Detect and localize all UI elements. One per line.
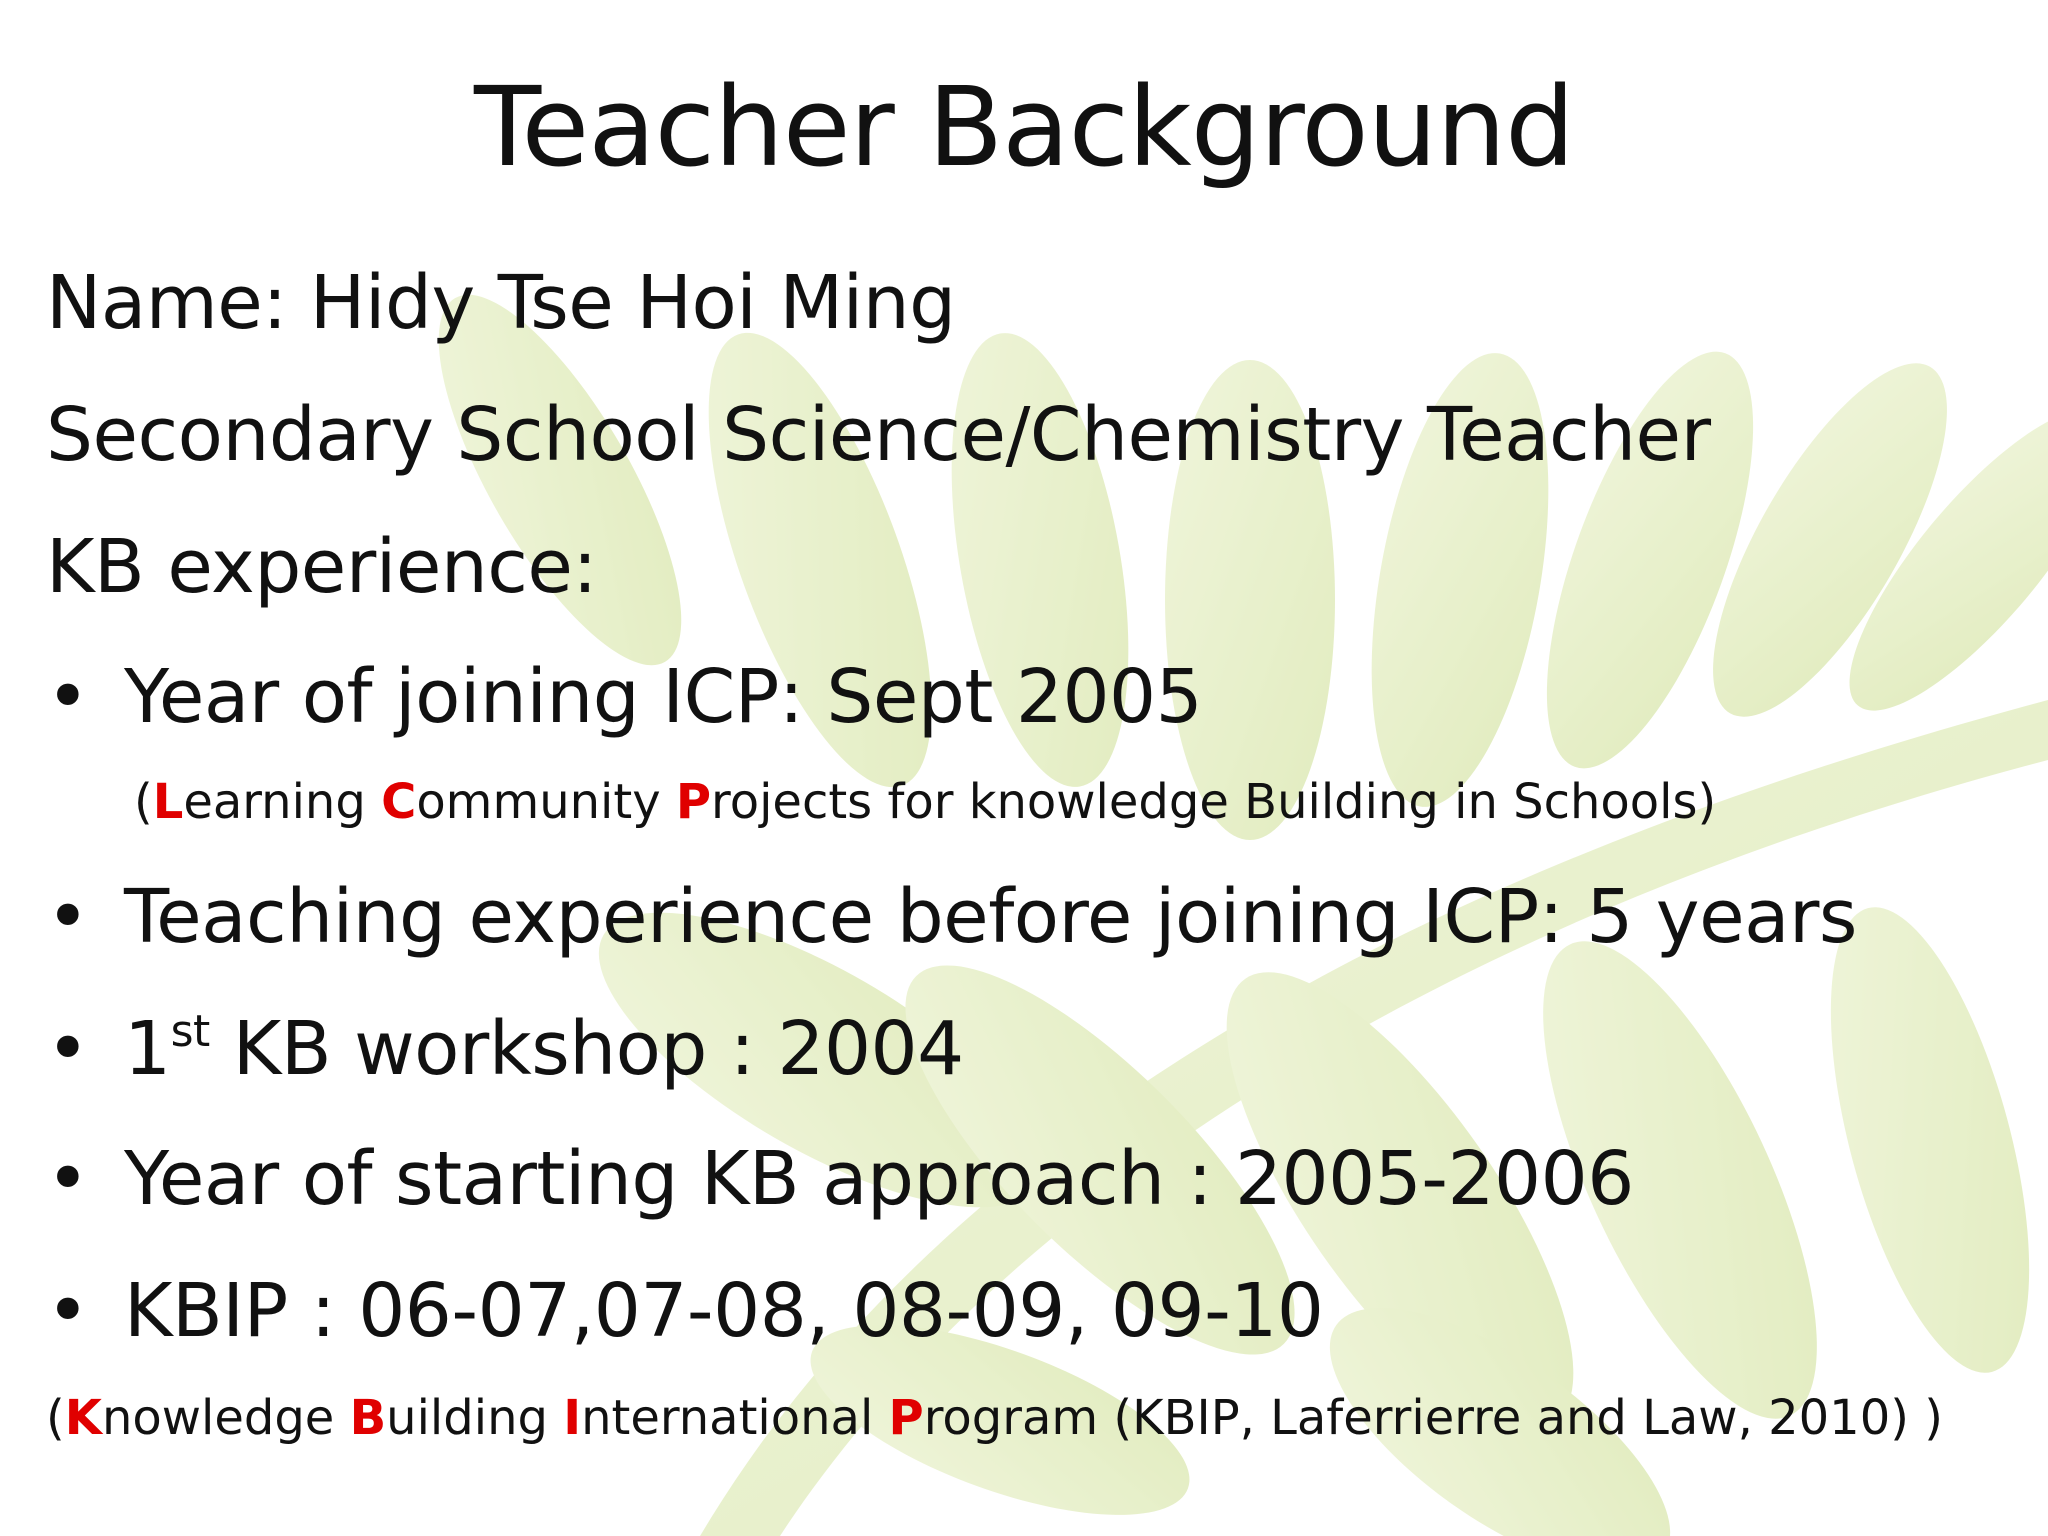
- bullet-teaching-experience: [46, 872, 1857, 962]
- bullet-marker: •: [46, 1268, 90, 1354]
- role-line: Secondary School Science/Chemistry Teacher: [46, 392, 1711, 478]
- bullet-marker: •: [46, 1136, 90, 1222]
- note-text: rogram (KBIP, Laferrierre and Law, 2010) ): [923, 1390, 1943, 1446]
- bullet-marker: •: [46, 654, 90, 740]
- note-text: earning: [183, 774, 382, 830]
- note-initial: P: [675, 774, 712, 830]
- bullet-text: KBIP : 06-07,07-08, 08-09, 09-10: [124, 1268, 1324, 1354]
- bullet-text: Year of joining ICP: Sept 2005: [124, 654, 1203, 740]
- bullet-marker: •: [46, 1006, 90, 1092]
- bullet-kbip: [46, 1266, 1323, 1356]
- note-initial: I: [563, 1390, 582, 1446]
- slide-title: Teacher Background: [474, 63, 1574, 191]
- note-initial: L: [152, 774, 184, 830]
- bullet-starting-kb: [46, 1134, 1634, 1224]
- kbip-note: [46, 1388, 1943, 1448]
- bullet-year-joining-icp: [46, 652, 1202, 742]
- workshop-text: KB workshop : 2004: [209, 1006, 964, 1092]
- bullet-text: Year of starting KB approach : 2005-2006: [124, 1136, 1634, 1222]
- name-line: Name: Hidy Tse Hoi Ming: [46, 260, 956, 346]
- bullet-text: Teaching experience before joining ICP: 5 years: [124, 874, 1857, 960]
- note-text: uilding: [386, 1390, 564, 1446]
- note-text: ommunity: [416, 774, 676, 830]
- icp-note: [134, 772, 1716, 832]
- note-text: (: [46, 1390, 65, 1446]
- note-initial: K: [64, 1390, 102, 1446]
- note-text: nternational: [581, 1390, 889, 1446]
- bullet-first-kb-workshop: [46, 1004, 964, 1105]
- note-text: rojects for knowledge Building in Schools): [711, 774, 1717, 830]
- workshop-ordinal: st: [170, 1006, 210, 1057]
- kb-heading: KB experience:: [46, 524, 597, 610]
- bullet-marker: •: [46, 874, 90, 960]
- note-initial: P: [888, 1390, 924, 1446]
- note-text: (: [134, 774, 153, 830]
- note-initial: C: [381, 774, 417, 830]
- note-initial: B: [349, 1390, 387, 1446]
- note-text: nowledge: [101, 1390, 350, 1446]
- workshop-number: 1: [124, 1006, 171, 1092]
